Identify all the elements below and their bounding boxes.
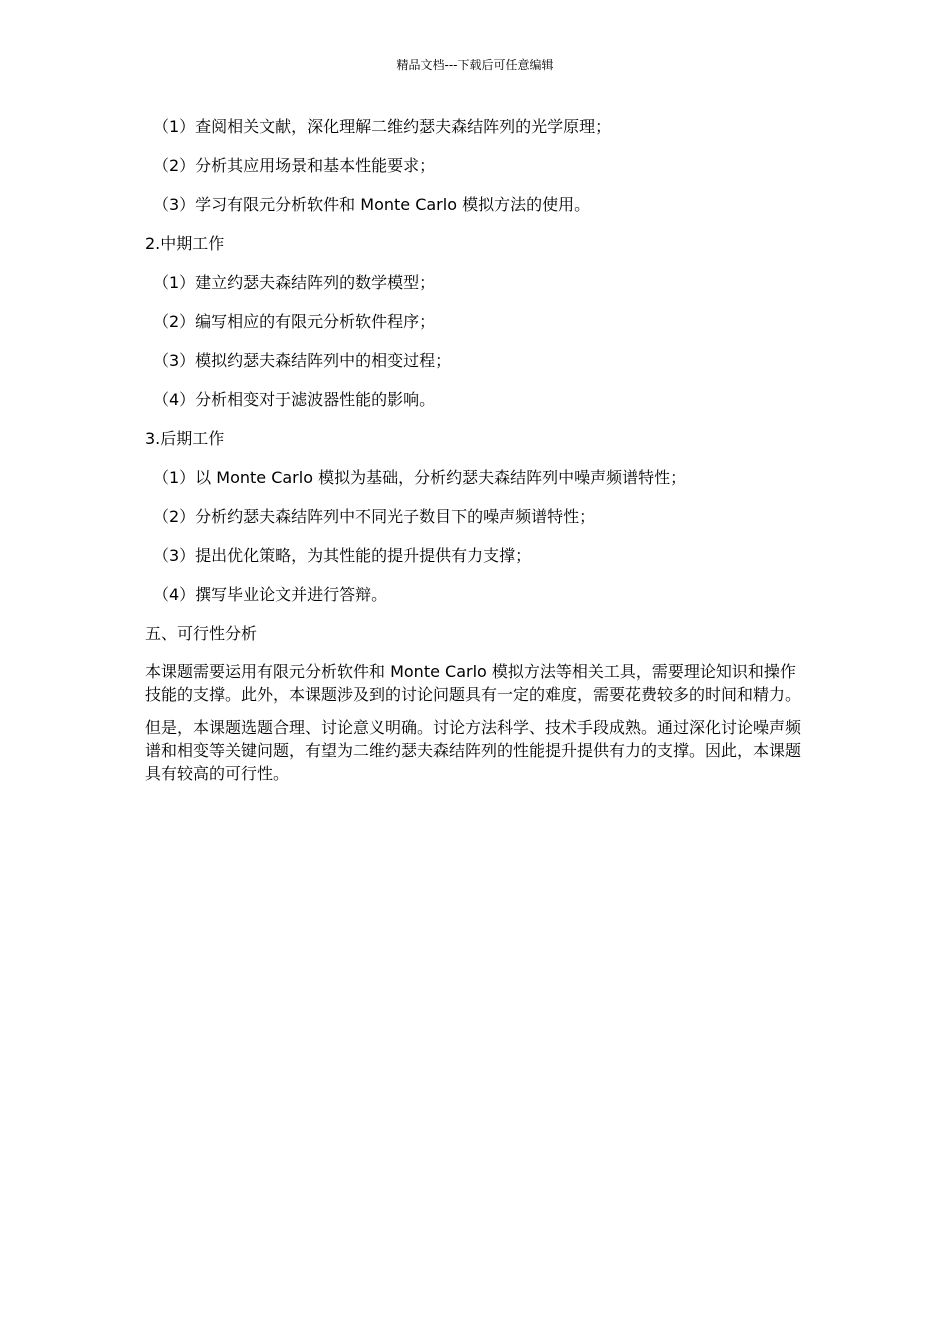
document-body xyxy=(145,114,805,795)
list-item: （2）分析其应用场景和基本性能要求； xyxy=(153,156,436,175)
list-item: （2）编写相应的有限元分析软件程序； xyxy=(153,312,436,331)
list-item: （3）提出优化策略，为其性能的提升提供有力支撑； xyxy=(153,546,532,565)
paragraph: 本课题需要运用有限元分析软件和 Monte Carlo 模拟方法等相关工具，需要理论知识和操作技能的支撑。此外，本课题涉及到的讨论问题具有一定的难度，需要花费较多的时间和精力。 xyxy=(145,662,802,704)
section-heading-mid: 2.中期工作 xyxy=(145,234,225,253)
list-item: （3）模拟约瑟夫森结阵列中的相变过程； xyxy=(153,351,452,370)
list-item: （1）以 Monte Carlo 模拟为基础，分析约瑟夫森结阵列中噪声频谱特性； xyxy=(153,468,687,487)
paragraph: 但是，本课题选题合理、讨论意义明确。讨论方法科学、技术手段成熟。通过深化讨论噪声频谱和相变等关键问题，有望为二维约瑟夫森结阵列的性能提升提供有力的支撑。因此，本课题具有较高的可行性。 xyxy=(145,718,802,783)
list-item: （2）分析约瑟夫森结阵列中不同光子数目下的噪声频谱特性； xyxy=(153,507,596,526)
list-item: （1）建立约瑟夫森结阵列的数学模型； xyxy=(153,273,436,292)
section-heading-feasibility: 五、可行性分析 xyxy=(145,624,258,643)
page-header: 精品文档---下载后可任意编辑 xyxy=(396,58,554,72)
list-item: （4）撰写毕业论文并进行答辩。 xyxy=(153,585,388,604)
section-heading-late: 3.后期工作 xyxy=(145,429,225,448)
list-item: （3）学习有限元分析软件和 Monte Carlo 模拟方法的使用。 xyxy=(153,195,591,214)
list-item: （4）分析相变对于滤波器性能的影响。 xyxy=(153,390,436,409)
list-item: （1）查阅相关文献，深化理解二维约瑟夫森结阵列的光学原理； xyxy=(153,117,612,136)
